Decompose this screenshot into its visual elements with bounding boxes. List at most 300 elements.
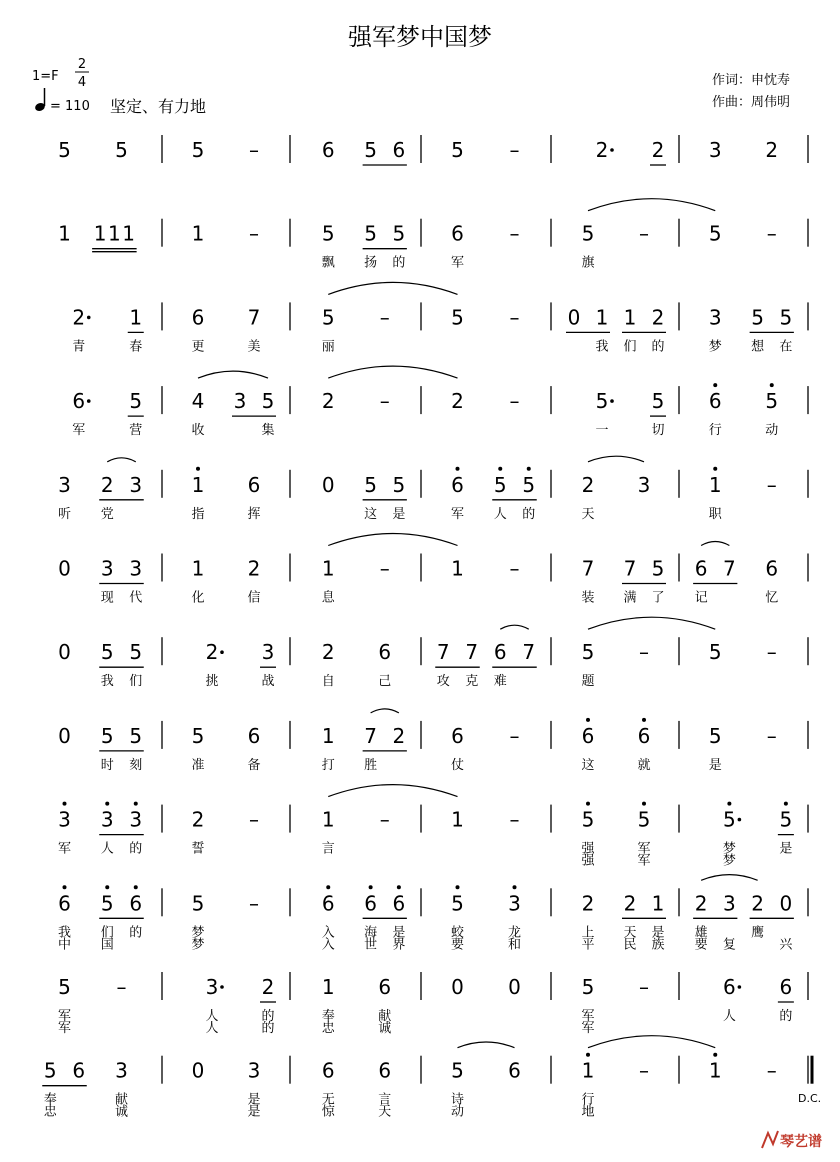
- note: 3: [205, 975, 219, 999]
- note: 1: [321, 975, 335, 999]
- note: 0: [58, 723, 71, 748]
- note: 7: [465, 640, 479, 665]
- note: 3: [708, 138, 722, 162]
- note: 5: [100, 640, 114, 665]
- slur: [371, 709, 399, 713]
- octave-dot: [586, 718, 590, 722]
- note: 5: [708, 723, 722, 748]
- dash: –: [639, 1058, 649, 1083]
- lyric-char: 诚: [378, 1021, 392, 1036]
- note: 0: [58, 556, 71, 581]
- note: 3: [129, 807, 143, 832]
- lyric-char: 丽: [321, 339, 335, 355]
- lyric-char: 指: [191, 506, 205, 522]
- lyric-char: 克: [465, 674, 479, 690]
- song-title: 强军梦中国梦: [348, 23, 492, 51]
- note: 7: [247, 305, 261, 330]
- octave-dot: [134, 885, 138, 889]
- note: 1: [708, 472, 722, 497]
- time-signature-top: 2: [77, 57, 87, 72]
- lyric-char: 的: [129, 925, 143, 941]
- slur: [198, 371, 268, 378]
- lyric-char: 惊: [321, 1104, 335, 1120]
- octave-dot: [586, 802, 590, 806]
- system-7: [58, 617, 808, 689]
- lyric-char: 的: [261, 1021, 275, 1036]
- lyric-char: 化: [191, 590, 205, 606]
- note: 4: [191, 389, 205, 414]
- lyric-char: 是: [247, 1092, 261, 1108]
- lyric-char: 是: [247, 1104, 261, 1120]
- lyric-char: 打: [321, 757, 335, 773]
- note: 6: [72, 389, 86, 414]
- note: 2: [623, 891, 637, 916]
- slur: [588, 1036, 715, 1048]
- octave-dot: [397, 885, 401, 889]
- lyric-char: 的: [651, 339, 665, 355]
- lyric-char: 在: [779, 339, 793, 355]
- note: 5: [451, 138, 464, 162]
- lyric-char: 平: [581, 937, 595, 953]
- lyric-char: 军: [450, 255, 465, 271]
- dash: –: [766, 1058, 777, 1083]
- note: 6: [129, 891, 143, 916]
- note: 5: [58, 975, 71, 999]
- note: 1: [191, 472, 205, 497]
- lyric-char: 们: [623, 339, 637, 355]
- lyric-char: 族: [651, 937, 665, 953]
- note: 5: [581, 975, 595, 999]
- note: 5: [392, 472, 406, 497]
- note: 2: [651, 305, 665, 330]
- note: 1: [321, 723, 335, 748]
- quarter-note-icon: [34, 88, 46, 112]
- note: 5: [100, 723, 114, 748]
- lyric-char: 美: [247, 339, 261, 355]
- lyric-char: 海: [364, 925, 378, 941]
- dash: –: [379, 556, 390, 581]
- octave-dot: [784, 802, 788, 806]
- lyric-char: 言: [321, 841, 335, 857]
- lyric-char: 刻: [129, 757, 143, 773]
- dash: –: [249, 138, 259, 162]
- lyric-char: 旗: [581, 255, 595, 271]
- note: 7: [723, 556, 736, 581]
- note: 2: [72, 305, 86, 330]
- lyric-char: 我: [57, 925, 72, 941]
- slur: [588, 456, 644, 462]
- lyric-char: 备: [247, 757, 261, 773]
- note: 5: [364, 472, 377, 497]
- octave-dot: [196, 467, 200, 471]
- dash: –: [766, 640, 777, 665]
- system-4: [72, 366, 808, 438]
- note: 1: [108, 221, 121, 246]
- note: 6: [451, 723, 464, 748]
- lyric-char: 记: [694, 590, 708, 606]
- lyric-char: 是: [651, 925, 665, 941]
- dash: –: [766, 472, 777, 497]
- note: 5: [43, 1058, 57, 1083]
- aug-dot: [610, 148, 614, 152]
- music-systems: [42, 135, 812, 1120]
- note: 0: [508, 975, 521, 999]
- lyric-char: 仗: [450, 757, 465, 773]
- note: 1: [129, 305, 143, 330]
- aug-dot: [220, 985, 224, 989]
- lyric-char: 奉: [43, 1092, 57, 1108]
- lyric-char: 强: [581, 853, 595, 869]
- note: 5: [779, 305, 793, 330]
- slur: [701, 875, 758, 881]
- lyric-char: 入: [321, 937, 335, 953]
- note: 5: [129, 389, 143, 414]
- note: 6: [493, 640, 507, 665]
- lyric-char: 蛟: [450, 925, 465, 941]
- note: 2: [751, 891, 764, 916]
- note: 1: [321, 807, 335, 832]
- note: 5: [493, 472, 507, 497]
- octave-dot: [63, 802, 67, 806]
- note: 6: [637, 723, 651, 748]
- note: 3: [261, 640, 275, 665]
- lyric-char: 梦: [191, 925, 205, 941]
- note: 6: [723, 975, 736, 999]
- aug-dot: [738, 818, 742, 822]
- slur: [588, 617, 715, 629]
- lyric-char: 国: [100, 937, 114, 953]
- lyric-char: 行: [581, 1092, 595, 1108]
- lyric-char: 人: [205, 1021, 219, 1036]
- lyric-char: 这: [364, 506, 378, 522]
- note: 0: [191, 1058, 205, 1083]
- note: 1: [651, 891, 665, 916]
- dash: –: [116, 975, 127, 999]
- note: 6: [451, 221, 464, 246]
- lyric-char: 复: [722, 937, 736, 953]
- note: 1: [451, 807, 464, 832]
- note: 3: [129, 556, 143, 581]
- note: 1: [708, 1058, 722, 1083]
- octave-dot: [713, 383, 717, 387]
- dash: –: [509, 389, 520, 414]
- lyric-char: 军: [72, 423, 86, 439]
- dash: –: [639, 975, 649, 999]
- lyric-char: 军: [57, 1009, 72, 1024]
- note: 2: [451, 389, 464, 414]
- dash: –: [379, 807, 390, 832]
- lyric-char: 我: [100, 674, 114, 690]
- note: 1: [581, 1058, 595, 1083]
- note: 6: [581, 723, 595, 748]
- lyric-char: 军: [57, 841, 72, 857]
- slur: [458, 1042, 515, 1048]
- note: 0: [321, 472, 335, 497]
- lyric-char: 是: [708, 757, 722, 773]
- lyric-char: 军: [637, 853, 651, 869]
- aug-dot: [87, 399, 91, 403]
- note: 3: [129, 472, 143, 497]
- note: 1: [191, 221, 205, 246]
- lyric-char: 听: [57, 506, 72, 522]
- system-5: [58, 456, 808, 522]
- lyric-char: 军: [57, 1021, 72, 1036]
- note: 0: [58, 640, 71, 665]
- note: 3: [100, 556, 114, 581]
- octave-dot: [63, 885, 67, 889]
- note: 5: [191, 138, 205, 162]
- lyric-char: 世: [364, 937, 378, 953]
- note: 3: [58, 472, 71, 497]
- lyric-char: 强: [581, 841, 595, 857]
- note: 5: [261, 389, 275, 414]
- lyric-char: 兴: [779, 937, 793, 953]
- lyric-char: 献: [378, 1009, 392, 1024]
- note: 6: [508, 1058, 521, 1083]
- slur: [701, 542, 729, 546]
- octave-dot: [770, 383, 774, 387]
- note: 7: [436, 640, 450, 665]
- tempo-marking: = 110: [50, 99, 90, 114]
- note: 1: [58, 221, 71, 246]
- slur: [328, 282, 457, 294]
- note: 1: [122, 221, 135, 246]
- system-1: [58, 135, 808, 165]
- lyric-char: 要: [450, 937, 465, 953]
- note: 5: [100, 891, 114, 916]
- note: 6: [191, 305, 205, 330]
- lyric-char: 梦: [708, 339, 722, 355]
- note: 3: [708, 305, 722, 330]
- lyric-char: 誓: [191, 841, 205, 857]
- note: 3: [508, 891, 521, 916]
- lyric-char: 民: [623, 937, 637, 953]
- lyric-char: 无: [321, 1092, 335, 1108]
- lyric-char: 人: [205, 1009, 219, 1024]
- note: 2: [100, 472, 114, 497]
- note: 5: [522, 472, 536, 497]
- note: 3: [58, 807, 71, 832]
- slur: [328, 366, 457, 378]
- lyric-char: 人: [722, 1009, 736, 1024]
- lyric-char: 更: [191, 339, 205, 355]
- lyric-char: 和: [507, 937, 522, 953]
- note: 5: [58, 138, 71, 162]
- system-12: [42, 1036, 812, 1120]
- lyric-char: 这: [581, 757, 595, 773]
- note: 6: [779, 975, 793, 999]
- lyric-char: 的: [392, 255, 406, 271]
- note: 2: [191, 807, 205, 832]
- note: 1: [623, 305, 637, 330]
- note: 6: [321, 1058, 335, 1083]
- lyric-char: 诗: [450, 1092, 465, 1108]
- system-2: [58, 199, 808, 271]
- lyric-char: 诚: [114, 1104, 129, 1120]
- note: 7: [623, 556, 637, 581]
- note: 7: [522, 640, 536, 665]
- system-9: [58, 785, 808, 869]
- lyric-char: 梦: [722, 853, 736, 869]
- lyric-char: 集: [261, 423, 275, 439]
- dc-mark: D.C.: [798, 1092, 822, 1105]
- dash: –: [249, 221, 259, 246]
- system-8: [58, 709, 808, 773]
- note: 7: [364, 723, 377, 748]
- system-11: [58, 972, 808, 1036]
- note: 5: [451, 305, 464, 330]
- lyric-char: 营: [129, 423, 143, 439]
- lyric-char: 挥: [247, 506, 261, 522]
- lyric-char: 胜: [364, 757, 378, 773]
- lyric-char: 想: [751, 339, 765, 355]
- octave-dot: [456, 467, 460, 471]
- note: 6: [58, 891, 71, 916]
- lyric-char: 是: [779, 841, 793, 857]
- note: 5: [191, 723, 205, 748]
- dash: –: [379, 389, 390, 414]
- dash: –: [766, 723, 777, 748]
- system-10: [58, 875, 808, 953]
- note: 6: [451, 472, 464, 497]
- note: 0: [567, 305, 581, 330]
- lyric-char: 一: [595, 423, 609, 439]
- lyric-char: 是: [392, 506, 406, 522]
- lyric-char: 自: [321, 674, 335, 690]
- expression-marking: 坚定、有力地: [110, 97, 207, 116]
- note: 2: [581, 891, 595, 916]
- note: 5: [581, 807, 595, 832]
- system-3: [72, 282, 808, 354]
- octave-dot: [456, 885, 460, 889]
- note: 1: [451, 556, 464, 581]
- octave-dot: [713, 1053, 717, 1057]
- lyric-char: 天: [581, 506, 595, 522]
- dash: –: [509, 221, 520, 246]
- logo-icon: [762, 1131, 778, 1148]
- octave-dot: [105, 802, 109, 806]
- note: 2: [321, 389, 335, 414]
- watermark-logo: [762, 1131, 822, 1150]
- aug-dot: [610, 399, 614, 403]
- octave-dot: [326, 885, 330, 889]
- note: 5: [129, 640, 143, 665]
- lyric-char: 挑: [205, 674, 219, 690]
- note: 3: [100, 807, 114, 832]
- lyric-char: 时: [100, 757, 114, 773]
- note: 6: [694, 556, 708, 581]
- lyric-char: 们: [129, 674, 143, 690]
- dash: –: [639, 221, 649, 246]
- octave-dot: [513, 885, 517, 889]
- lyric-char: 动: [450, 1104, 465, 1120]
- dash: –: [249, 891, 259, 916]
- octave-dot: [713, 467, 717, 471]
- lyric-char: 军: [450, 506, 465, 522]
- note: 1: [93, 221, 107, 246]
- lyric-char: 鹰: [751, 925, 765, 941]
- lyric-char: 梦: [191, 937, 205, 953]
- note: 5: [581, 221, 595, 246]
- lyric-char: 天: [378, 1104, 392, 1120]
- lyric-char: 的: [779, 1009, 793, 1024]
- note: 2: [581, 472, 595, 497]
- note: 6: [364, 891, 377, 916]
- note: 6: [378, 975, 392, 999]
- lyric-char: 献: [114, 1092, 129, 1108]
- octave-dot: [134, 802, 138, 806]
- lyric-char: 中: [57, 937, 72, 953]
- note: 6: [765, 556, 779, 581]
- time-signature-bottom: 4: [77, 75, 87, 90]
- note: 5: [321, 305, 335, 330]
- lyric-char: 的: [129, 841, 143, 857]
- lyric-char: 是: [392, 925, 406, 941]
- note: 6: [247, 472, 261, 497]
- note: 5: [451, 891, 464, 916]
- lyric-char: 动: [765, 423, 779, 439]
- slur: [328, 534, 457, 546]
- note: 5: [115, 138, 128, 162]
- note: 5: [581, 640, 595, 665]
- lyric-char: 了: [651, 590, 665, 606]
- dash: –: [509, 807, 520, 832]
- dash: –: [509, 723, 520, 748]
- note: 5: [191, 891, 205, 916]
- note: 6: [378, 1058, 392, 1083]
- note: 5: [651, 556, 665, 581]
- note: 6: [321, 891, 335, 916]
- note: 5: [651, 389, 665, 414]
- note: 5: [364, 138, 377, 162]
- note: 5: [637, 807, 651, 832]
- lyric-char: 地: [581, 1104, 595, 1120]
- lyric-char: 雄: [694, 925, 708, 941]
- note: 6: [247, 723, 261, 748]
- system-6: [58, 534, 808, 606]
- note: 2: [595, 138, 609, 162]
- lyric-char: 行: [708, 423, 722, 439]
- lyric-char: 装: [581, 590, 595, 606]
- note: 6: [708, 389, 722, 414]
- note: 5: [708, 640, 722, 665]
- dash: –: [379, 305, 390, 330]
- lyric-char: 满: [623, 590, 637, 606]
- lyric-char: 党: [100, 506, 114, 522]
- note: 5: [392, 221, 406, 246]
- lyric-char: 代: [129, 590, 143, 606]
- lyric-char: 龙: [507, 925, 522, 941]
- note: 2: [651, 138, 665, 162]
- lyric-char: 息: [321, 590, 335, 606]
- lyric-char: 飘: [321, 255, 335, 271]
- note: 2: [261, 975, 275, 999]
- note: 5: [751, 305, 764, 330]
- lyric-char: 奉: [321, 1009, 335, 1024]
- dash: –: [509, 556, 520, 581]
- note: 3: [723, 891, 736, 916]
- lyric-char: 言: [378, 1092, 392, 1108]
- note: 6: [392, 891, 406, 916]
- note: 3: [115, 1058, 128, 1083]
- lyric-char: 切: [651, 423, 665, 439]
- note: 2: [321, 640, 335, 665]
- note: 2: [765, 138, 779, 162]
- note: 7: [581, 556, 595, 581]
- octave-dot: [642, 802, 646, 806]
- note: 2: [247, 556, 261, 581]
- lyric-char: 己: [378, 674, 392, 690]
